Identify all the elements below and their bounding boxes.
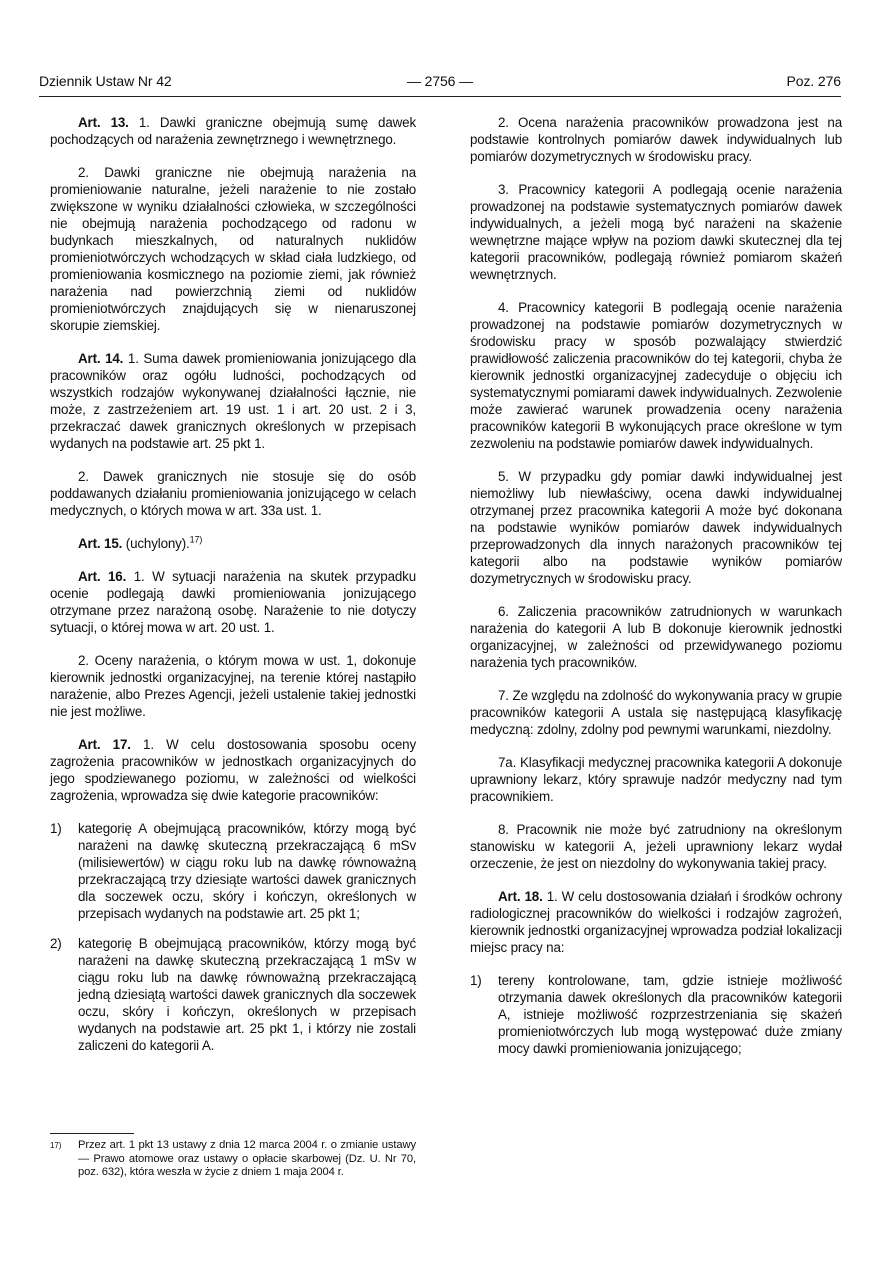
list-item: 1) kategorię A obejmującą pracowników, którzy mogą być narażeni na dawkę skuteczną przekraczającą 6 mSv (milisiewertów) w ciągu roku lub na dawkę równoważną przekraczającą trzy dziesiąte wartości dawek granicznych dla soczewek oczu, skóry i kończyn, określonych w przepisach wydanych na podstawie art. 25 pkt 1; [50, 821, 416, 921]
right-column [470, 114, 842, 1073]
footnote-mark: 17) [50, 1141, 62, 1150]
art16-par1: Art. 16. 1. W sytuacji narażenia na skutek przypadku ocenie podlegają dawki promieniowania jonizującego otrzymane przez narażoną osobę. Narażenie to nie dotyczy sytuacji, o której mowa w art. 20 ust. 1. [50, 569, 417, 635]
art17-par5: 5. W przypadku gdy pomiar dawki indywidualnej jest niemożliwy lub niewłaściwy, ocena dawki indywidualnej otrzymanej przez pracownika kategorii A może być dokonana na podstawie wyników pomiarów dawek indywidualnych przeprowadzonych dla innych narażonych pracowników tej kategorii albo na podstawie wyników pomiarów dozymetrycznych w środowisku pracy. [470, 469, 842, 586]
art13-label: Art. 13. [78, 115, 129, 130]
art17-par2: 2. Ocena narażenia pracowników prowadzona jest na podstawie kontrolnych pomiarów dawek indywidualnych lub pomiarów dozymetrycznych w środowisku pracy. [470, 115, 842, 164]
art14-par2: 2. Dawek granicznych nie stosuje się do osób poddawanych działaniu promieniowania jonizującego w celach medycznych, o których mowa w art. 33a ust. 1. [50, 469, 416, 518]
art13-par2: 2. Dawki graniczne nie obejmują narażenia na promieniowanie naturalne, jeżeli narażenie to nie zostało zwiększone w wyniku działalności człowieka, w szczególności nie obejmują narażenia pochodzącego od radonu w budynkach mieszkalnych, od naturalnych nuklidów promieniotwórczych wchodzących w skład ciała ludzkiego, od promieniowania kosmicznego na poziomie ziemi, jak również narażenia nad powierzchnią ziemi od nuklidów promieniotwórczych znajdujących się w nienaruszonej skorupie ziemskiej. [50, 165, 416, 333]
page-header [39, 73, 841, 95]
page-number: — 2756 — [406, 73, 474, 89]
art16-par2: 2. Oceny narażenia, o którym mowa w ust. 1, dokonuje kierownik jednostki organizacyjnej, na terenie której nastąpiło narażenie, albo Prezes Agencji, jeżeli ustalenie takiej jednostki nie jest możliwe. [50, 653, 416, 719]
art18-label: Art. 18. [498, 889, 543, 904]
journal-title: Dziennik Ustaw Nr 42 [39, 73, 172, 89]
art17-list [50, 820, 416, 1054]
art13-par1: Art. 13. 1. Dawki graniczne obejmują sumę dawek pochodzących od narażenia zewnętrznego i wewnętrznego. [50, 115, 416, 147]
art16-label: Art. 16. [78, 569, 127, 584]
footnote [50, 1139, 416, 1180]
art14-label: Art. 14. [78, 351, 124, 366]
list-item: 1) tereny kontrolowane, tam, gdzie istnieje możliwość otrzymania dawek określonych dla pracowników kategorii A, istnieje możliwość rozprzestrzeniania się skażeń promieniotwórczych lub mogą występować duże zmiany mocy dawki promieniowania jonizującego; [470, 973, 842, 1056]
art15-par: Art. 15. (uchylony).$^{17)}$ [78, 534, 203, 551]
position-number: Poz. 276 [786, 73, 841, 89]
footnote-rule [50, 1133, 134, 1134]
art17-par7: 7. Ze względu na zdolność do wykonywania pracy w grupie pracowników kategorii A ustala się następującą klasyfikację medyczną: zdolny, zdolny pod pewnymi warunkami, niezdolny. [470, 688, 842, 737]
footnote-ref[interactable]: 17) [189, 534, 203, 545]
art17-par7a: 7a. Klasyfikacji medycznej pracownika kategorii A dokonuje uprawniony lekarz, który sprawuje nadzór medyczny nad tym pracownikiem. [470, 755, 842, 804]
art15-label: Art. 15. [78, 536, 123, 551]
art17-par1: Art. 17. 1. W celu dostosowania sposobu oceny zagrożenia pracowników w jednostkach organizacyjnych do jego spodziewanego poziomu, w zależności od wielkości zagrożenia, wprowadza się dwie kategorie pracowników: [50, 737, 416, 803]
footnote-text: Przez art. 1 pkt 13 ustawy z dnia 12 marca 2004 r. o zmianie ustawy — Prawo atomowe oraz ustawy o opłacie skarbowej (Dz. U. Nr 70, poz. 632), która weszła w życie z dniem 1 maja 2004 r. [78, 1139, 416, 1178]
art17-par3: 3. Pracownicy kategorii A podlegają ocenie narażenia prowadzonej na podstawie systematycznych pomiarów dawek indywidualnych, a jeżeli mogą być narażeni na skażenie wewnętrzne mające wpływ na poziom dawki skutecznej dla tej kategorii pracowników, podlegają również pomiarom skażeń wewnętrznych. [470, 182, 842, 282]
art17-par8: 8. Pracownik nie może być zatrudniony na określonym stanowisku w kategorii A, jeżeli uprawniony lekarz wydał orzeczenie, że jest on niezdolny do wykonywania takiej pracy. [470, 822, 842, 871]
header-rule [39, 96, 841, 97]
art17-par4: 4. Pracownicy kategorii B podlegają ocenie narażenia prowadzonej na podstawie pomiarów dozymetrycznych w środowisku pracy w sposób pozwalający stwierdzić prawidłowość zaliczenia pracowników do tej kategorii, chyba że kierownik jednostki organizacyjnej zadecyduje o objęciu ich systematycznymi pomiarami dawek indywidualnych. Zezwolenie może zawierać warunek prowadzenia oceny narażenia pracowników kategorii B wykonujących prace określone w tym zezwoleniu na podstawie pomiarów dawek indywidualnych. [470, 300, 842, 451]
art14-par1: Art. 14. 1. Suma dawek promieniowania jonizującego dla pracowników oraz ogółu ludności, pochodzących od wszystkich rodzajów wykonywanej działalności łącznie, nie może, z zastrzeżeniem art. 19 ust. 1 i art. 20 ust. 2 i 3, przekraczać dawek granicznych określonych w przepisach wydanych na podstawie art. 25 pkt 1. [50, 351, 416, 451]
left-column [50, 114, 416, 1070]
art17-label: Art. 17. [78, 737, 131, 752]
art18-list [470, 972, 842, 1057]
list-item: 2) kategorię B obejmującą pracowników, którzy mogą być narażeni na dawkę skuteczną przekraczającą 1 mSv w ciągu roku lub na dawkę równoważną przekraczającą jedną dziesiątą wartości dawek granicznych dla soczewek oczu, skóry i kończyn, określonych w przepisach wydanych na podstawie art. 25 pkt 1, i którzy nie zostali zaliczeni do kategorii A. [50, 936, 416, 1053]
art17-par6: 6. Zaliczenia pracowników zatrudnionych w warunkach narażenia do kategorii A lub B dokonuje kierownik jednostki organizacyjnej, w zależności od przewidywanego poziomu narażenia tych pracowników. [470, 604, 842, 670]
art18-par1: Art. 18. 1. W celu dostosowania działań i środków ochrony radiologicznej pracowników do wielkości i rodzajów zagrożeń, kierownik jednostki organizacyjnej wprowadza podział lokalizacji miejsc pracy na: [470, 889, 842, 955]
